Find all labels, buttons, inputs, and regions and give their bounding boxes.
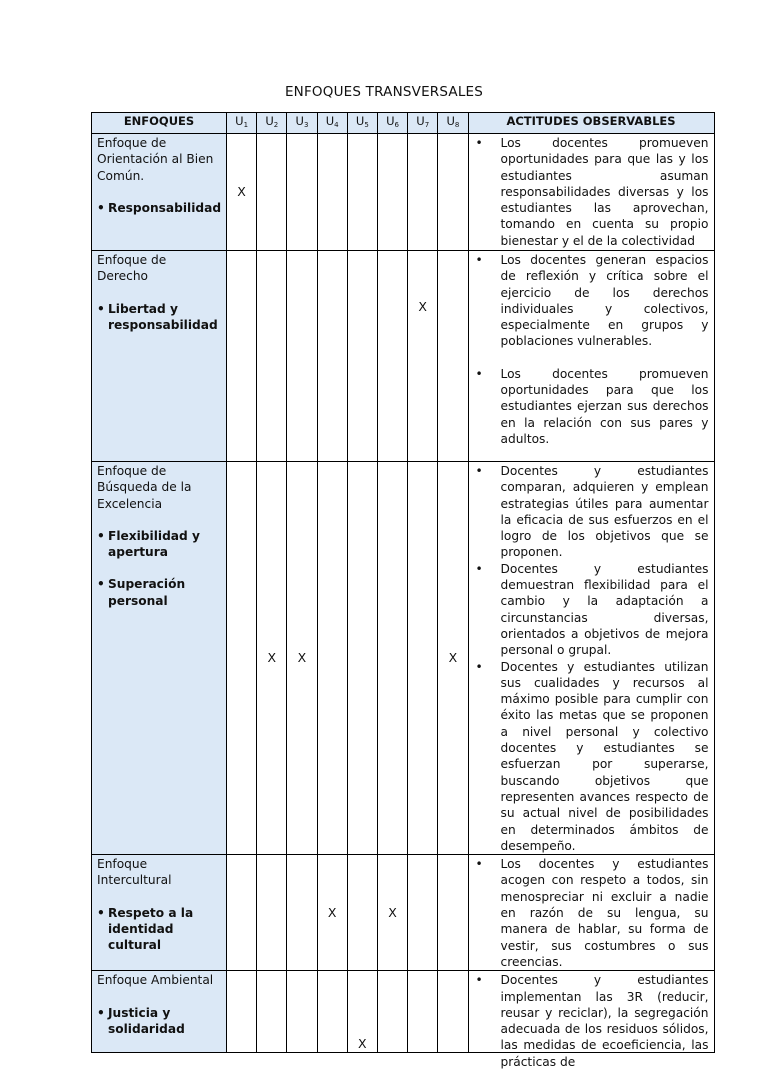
unit-mark: X [287, 462, 317, 855]
unit-mark [257, 251, 287, 462]
enfoque-name: Enfoque de Búsqueda de la Excelencia [97, 464, 192, 511]
header-u1: $U_1$ [227, 113, 257, 134]
unit-mark [347, 134, 377, 251]
unit-mark [438, 971, 468, 1053]
header-row [92, 113, 715, 134]
list-item: • Los docentes y estudiantes acogen con respeto a todos, sin menospreciar ni excluir a nadie en razón de su lengua, su manera de hablar, su forma de vestir, sus costumbres o sus creencias. [475, 857, 709, 969]
unit-mark [347, 855, 377, 971]
header-u4: $U_4$ [317, 113, 347, 134]
header-u2: $U_2$ [257, 113, 287, 134]
unit-mark [257, 134, 287, 251]
unit-mark [377, 134, 407, 251]
unit-mark [438, 855, 468, 971]
enfoque-name: Enfoque Intercultural [97, 857, 172, 888]
unit-mark [408, 855, 438, 971]
unit-mark [257, 855, 287, 971]
unit-mark: X [408, 251, 438, 462]
page-title: ENFOQUES TRANSVERSALES [284, 84, 484, 100]
unit-mark [317, 971, 347, 1053]
unit-mark [227, 855, 257, 971]
unit-mark [317, 134, 347, 251]
list-item: • Docentes y estudiantes comparan, adquieren y emplean estrategias útiles para aumentar la eficacia de sus esfuerzos en el logro de los objetivos que se proponen. [475, 464, 709, 560]
actitudes-cell [468, 462, 714, 855]
header-u5: $U_5$ [347, 113, 377, 134]
value-item: • Responsabilidad [97, 200, 222, 215]
value-item: • Superación personal [97, 577, 186, 608]
table-row [92, 251, 715, 462]
value-item: • Justicia y solidaridad [97, 1005, 185, 1036]
unit-mark: X [438, 462, 468, 855]
unit-mark [287, 855, 317, 971]
list-item: • Docentes y estudiantes demuestran flexibilidad para el cambio y la adaptación a circunstancias diversas, orientados a objetivos de mejora personal o grupal. [475, 561, 709, 658]
unit-mark: X [257, 462, 287, 855]
enfoque-cell [92, 971, 227, 1053]
unit-mark [287, 134, 317, 251]
header-actitudes: ACTITUDES OBSERVABLES [468, 113, 714, 134]
unit-mark [377, 971, 407, 1053]
enfoque-cell [92, 855, 227, 971]
unit-mark [257, 971, 287, 1053]
unit-mark [227, 251, 257, 462]
unit-mark [408, 134, 438, 251]
list-item: • Docentes y estudiantes implementan las 3R (reducir, reusar y reciclar), la segregación adecuada de los residuos sólidos, las medidas de ecoeficiencia, las prácticas de [475, 973, 709, 1069]
table-row [92, 134, 715, 251]
unit-mark [438, 134, 468, 251]
list-item: • Los docentes promueven oportunidades para que las y los estudiantes asuman responsabilidades diversas y los estudiantes las aprovechan, tomando en cuenta su propio bienestar y el de la colectividad [475, 136, 709, 248]
header-u3: $U_3$ [287, 113, 317, 134]
unit-mark [377, 251, 407, 462]
unit-mark [408, 971, 438, 1053]
actitudes-cell [468, 251, 714, 462]
header-enfoques: ENFOQUES [92, 113, 227, 134]
table-row [92, 971, 715, 1053]
header-u7: $U_7$ [408, 113, 438, 134]
unit-mark [438, 251, 468, 462]
enfoque-cell [92, 251, 227, 462]
unit-mark [227, 971, 257, 1053]
list-item: • Docentes y estudiantes utilizan sus cualidades y recursos al máximo posible para cumplir con éxito las metas que se proponen a nivel personal y colectivo docentes y estudiantes se esfuerzan por superarse, buscando objetivos que representen avances respecto de su actual nivel de posibilidades en determinados ámbitos de desempeño. [475, 659, 709, 853]
list-item: • Los docentes promueven oportunidades para que los estudiantes ejerzan sus derechos en la relación con sus pares y adultos. [475, 366, 709, 446]
list-item: • Los docentes generan espacios de reflexión y crítica sobre el ejercicio de los derechos individuales y colectivos, especialmente en grupos y poblaciones vulnerables. [475, 253, 709, 349]
unit-mark: X [317, 855, 347, 971]
actitudes-cell [468, 971, 714, 1069]
header-u6: $U_6$ [377, 113, 407, 134]
enfoque-cell [92, 462, 227, 855]
unit-mark [347, 462, 377, 855]
unit-mark: X [227, 134, 257, 251]
unit-mark [347, 251, 377, 462]
actitudes-cell [468, 134, 714, 251]
unit-mark: X [347, 971, 377, 1053]
unit-mark [408, 462, 438, 855]
enfoque-name: Enfoque Ambiental [97, 973, 214, 988]
table-row [92, 462, 715, 855]
unit-mark [287, 971, 317, 1053]
unit-mark [227, 462, 257, 855]
unit-mark [287, 251, 317, 462]
enfoque-cell [92, 134, 227, 251]
value-item: • Libertad y responsabilidad [97, 301, 218, 332]
table-row [92, 855, 715, 971]
unit-mark [377, 462, 407, 855]
unit-mark: X [377, 855, 407, 971]
actitudes-cell [468, 855, 714, 971]
value-item: • Respeto a la identidad cultural [97, 905, 194, 953]
enfoque-name: Enfoque de Orientación al Bien Común. [97, 136, 214, 183]
enfoque-name: Enfoque de Derecho [97, 253, 167, 284]
unit-mark [317, 251, 347, 462]
value-item: • Flexibilidad y apertura [97, 528, 200, 560]
unit-mark [317, 462, 347, 855]
header-u8: $U_8$ [438, 113, 468, 134]
enfoques-table [91, 112, 715, 1069]
